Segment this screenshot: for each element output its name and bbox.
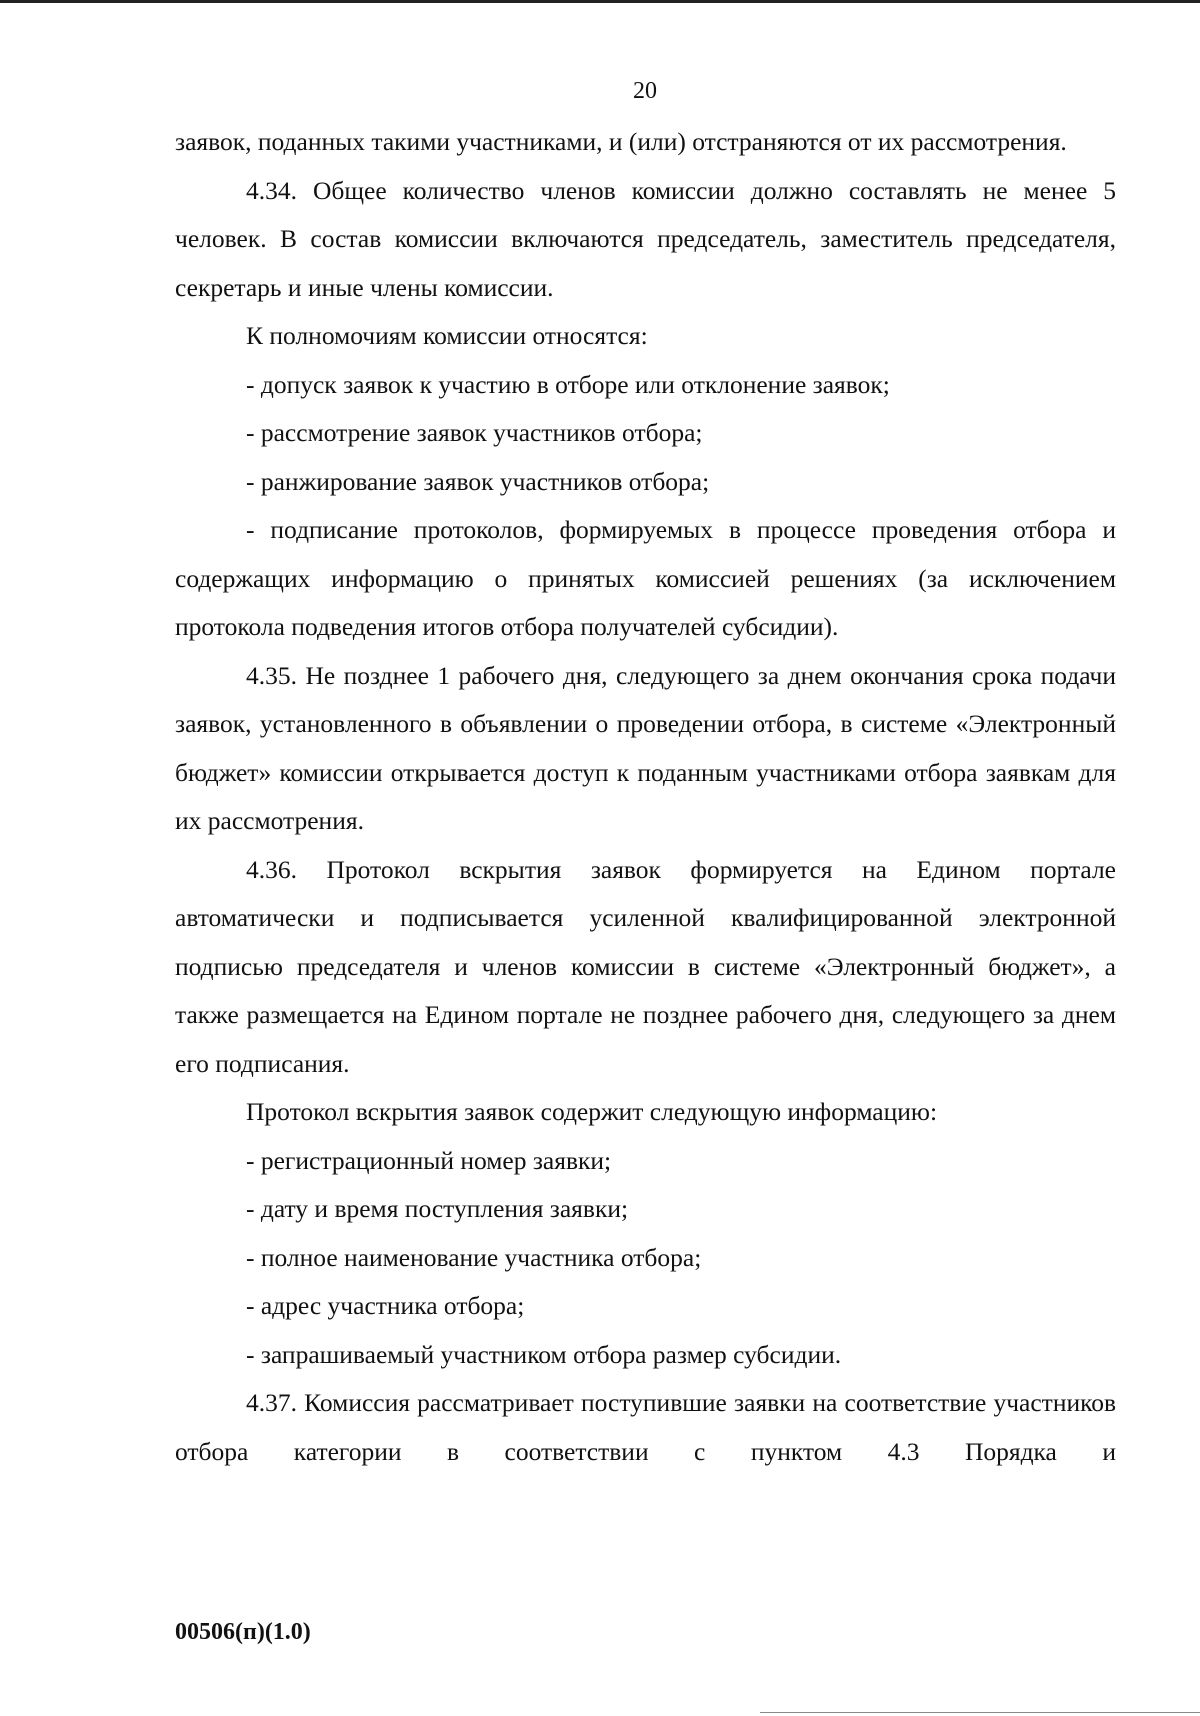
paragraph-4-34: 4.34. Общее количество членов комиссии должно составлять не менее 5 человек. В состав комиссии включаются председатель, заместитель председателя, секретарь и иные члены комиссии.	[175, 175, 1116, 302]
document-code: 00506(п)(1.0)	[175, 1619, 311, 1645]
list-item: - ранжирование заявок участников отбора;	[246, 466, 710, 496]
list-item: - рассмотрение заявок участников отбора;	[246, 418, 703, 447]
page-number: 20	[633, 78, 657, 104]
paragraph-4-36: 4.36. Протокол вскрытия заявок формируется на Едином портале автоматически и подписывается усиленной квалифицированной электронной подписью председателя и членов комиссии в системе «Электронный бюджет», а также размещается на Едином портале не позднее рабочего дня, следующего за днем его подписания.	[175, 854, 1116, 1078]
list-item: - адрес участника отбора;	[246, 1291, 525, 1320]
list-item: - дату и время поступления заявки;	[246, 1194, 629, 1223]
list-item: - регистрационный номер заявки;	[246, 1145, 612, 1175]
top-edge-rule	[0, 0, 1200, 3]
list-item: - полное наименование участника отбора;	[246, 1242, 702, 1272]
document-body	[175, 118, 1116, 1476]
list-item: - подписание протоколов, формируемых в процессе проведения отбора и содержащих информацию о принятых комиссией решениях (за исключением протокола подведения итогов отбора получателей субсидии).	[175, 515, 1116, 641]
paragraph-4-35: 4.35. Не позднее 1 рабочего дня, следующего за днем окончания срока подачи заявок, установленного в объявлении о проведении отбора, в системе «Электронный бюджет» комиссии открывается доступ к поданным участниками отбора заявкам для их рассмотрения.	[175, 660, 1116, 835]
paragraph-powers-intro: К полномочиям комиссии относятся:	[246, 321, 648, 350]
list-item: - запрашиваемый участником отбора размер субсидии.	[246, 1339, 842, 1369]
paragraph-protocol-intro: Протокол вскрытия заявок содержит следующую информацию:	[246, 1097, 938, 1126]
list-item: - допуск заявок к участию в отборе или отклонение заявок;	[246, 369, 890, 399]
bottom-edge-rule	[760, 1712, 1200, 1713]
paragraph-continuation: заявок, поданных такими участниками, и (или) отстраняются от их рассмотрения.	[175, 127, 1067, 156]
paragraph-4-37: 4.37. Комиссия рассматривает поступившие заявки на соответствие участников отбора категории в соответствии с пунктом 4.3 Порядка и	[175, 1388, 1116, 1466]
